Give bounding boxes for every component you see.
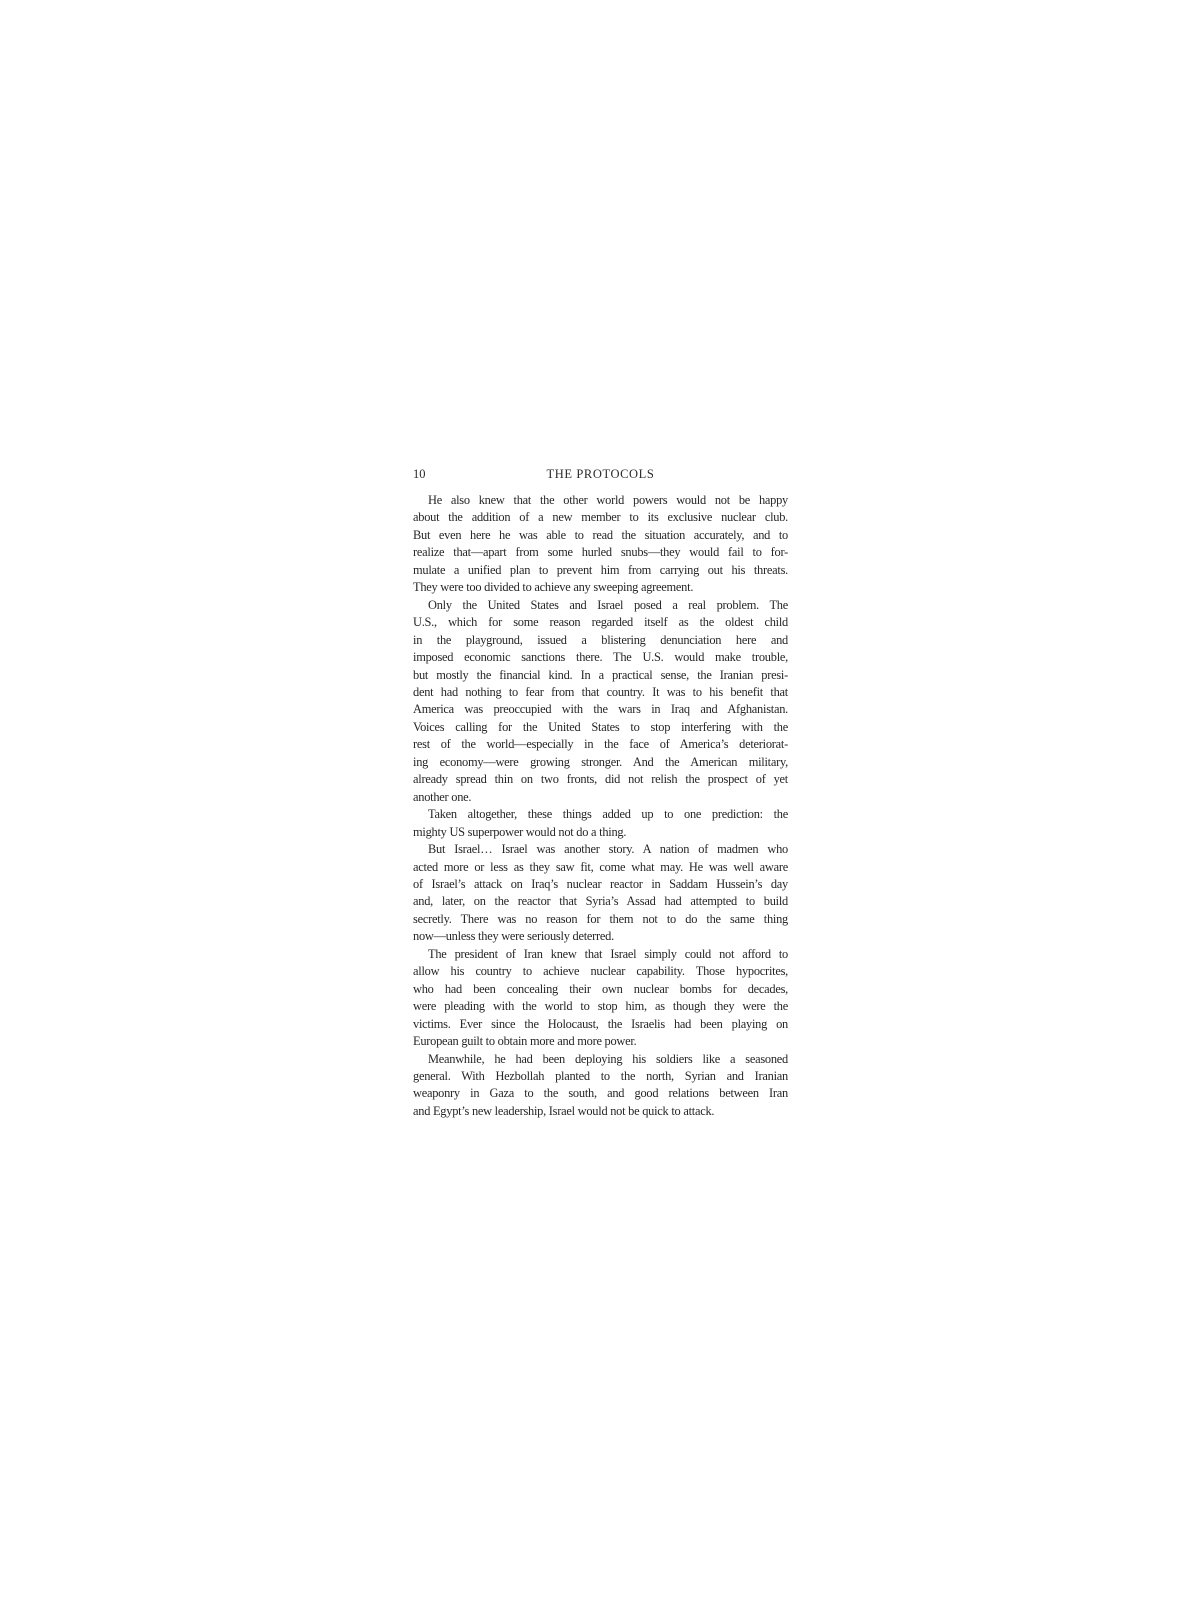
text-line: mulate a unified plan to prevent him from carrying out his threats.	[413, 562, 788, 577]
text-line: were pleading with the world to stop him, as though they were the	[413, 999, 788, 1014]
text-block	[413, 467, 788, 1120]
paragraph	[413, 946, 788, 1051]
paragraph	[413, 806, 788, 841]
text-line: Voices calling for the United States to stop interfering with the	[413, 719, 788, 734]
text-line: already spread thin on two fronts, did not relish the prospect of yet	[413, 772, 788, 787]
paragraph	[413, 597, 788, 806]
paragraph	[413, 841, 788, 946]
text-line: acted more or less as they saw fit, come what may. He was well aware	[413, 859, 788, 874]
text-line: America was preoccupied with the wars in Iraq and Afghanistan.	[413, 702, 788, 717]
text-line: realize that—apart from some hurled snubs—they would fail to for-	[413, 545, 788, 560]
text-line: rest of the world—especially in the face of America’s deteriorat-	[413, 737, 788, 752]
text-line: Taken altogether, these things added up to one prediction: the	[428, 807, 788, 822]
text-line: But Israel… Israel was another story. A nation of madmen who	[428, 842, 788, 857]
text-line: The president of Iran knew that Israel simply could not afford to	[428, 946, 788, 961]
text-line: U.S., which for some reason regarded itself as the oldest child	[413, 615, 788, 630]
text-line: But even here he was able to read the situation accurately, and to	[413, 527, 788, 542]
text-line: mighty US superpower would not do a thing.	[413, 824, 627, 839]
page-body	[413, 492, 788, 1120]
text-line: but mostly the financial kind. In a practical sense, the Iranian presi-	[413, 667, 788, 682]
page-number: 10	[413, 467, 426, 481]
text-line: weaponry in Gaza to the south, and good relations between Iran	[413, 1086, 788, 1101]
text-line: European guilt to obtain more and more power.	[413, 1034, 637, 1049]
paragraph	[413, 1051, 788, 1121]
text-line: dent had nothing to fear from that country. It was to his benefit that	[413, 684, 788, 699]
text-line: another one.	[413, 789, 472, 804]
text-line: imposed economic sanctions there. The U.S. would make trouble,	[413, 650, 788, 665]
text-line: now—unless they were seriously deterred.	[413, 929, 614, 944]
text-line: Meanwhile, he had been deploying his soldiers like a seasoned	[428, 1051, 788, 1066]
text-line: and, later, on the reactor that Syria’s Assad had attempted to build	[413, 894, 788, 909]
text-line: allow his country to achieve nuclear capability. Those hypocrites,	[413, 964, 788, 979]
text-line: in the playground, issued a blistering denunciation here and	[413, 632, 788, 647]
paragraph	[413, 492, 788, 597]
text-line: who had been concealing their own nuclear bombs for decades,	[413, 981, 788, 996]
running-head-title: THE PROTOCOLS	[546, 467, 655, 481]
text-line: Only the United States and Israel posed a real problem. The	[428, 597, 788, 612]
text-line: general. With Hezbollah planted to the north, Syrian and Iranian	[413, 1068, 788, 1083]
text-line: victims. Ever since the Holocaust, the Israelis had been playing on	[413, 1016, 788, 1031]
text-line: secretly. There was no reason for them not to do the same thing	[413, 911, 788, 926]
text-line: and Egypt’s new leadership, Israel would not be quick to attack.	[413, 1103, 715, 1118]
text-line: He also knew that the other world powers would not be happy	[428, 493, 788, 507]
text-line: about the addition of a new member to its exclusive nuclear club.	[413, 510, 788, 525]
text-line: ing economy—were growing stronger. And the American military,	[413, 754, 788, 769]
text-line: of Israel’s attack on Iraq’s nuclear reactor in Saddam Hussein’s day	[413, 876, 788, 891]
text-line: They were too divided to achieve any sweeping agreement.	[413, 580, 694, 595]
running-header	[413, 467, 788, 481]
